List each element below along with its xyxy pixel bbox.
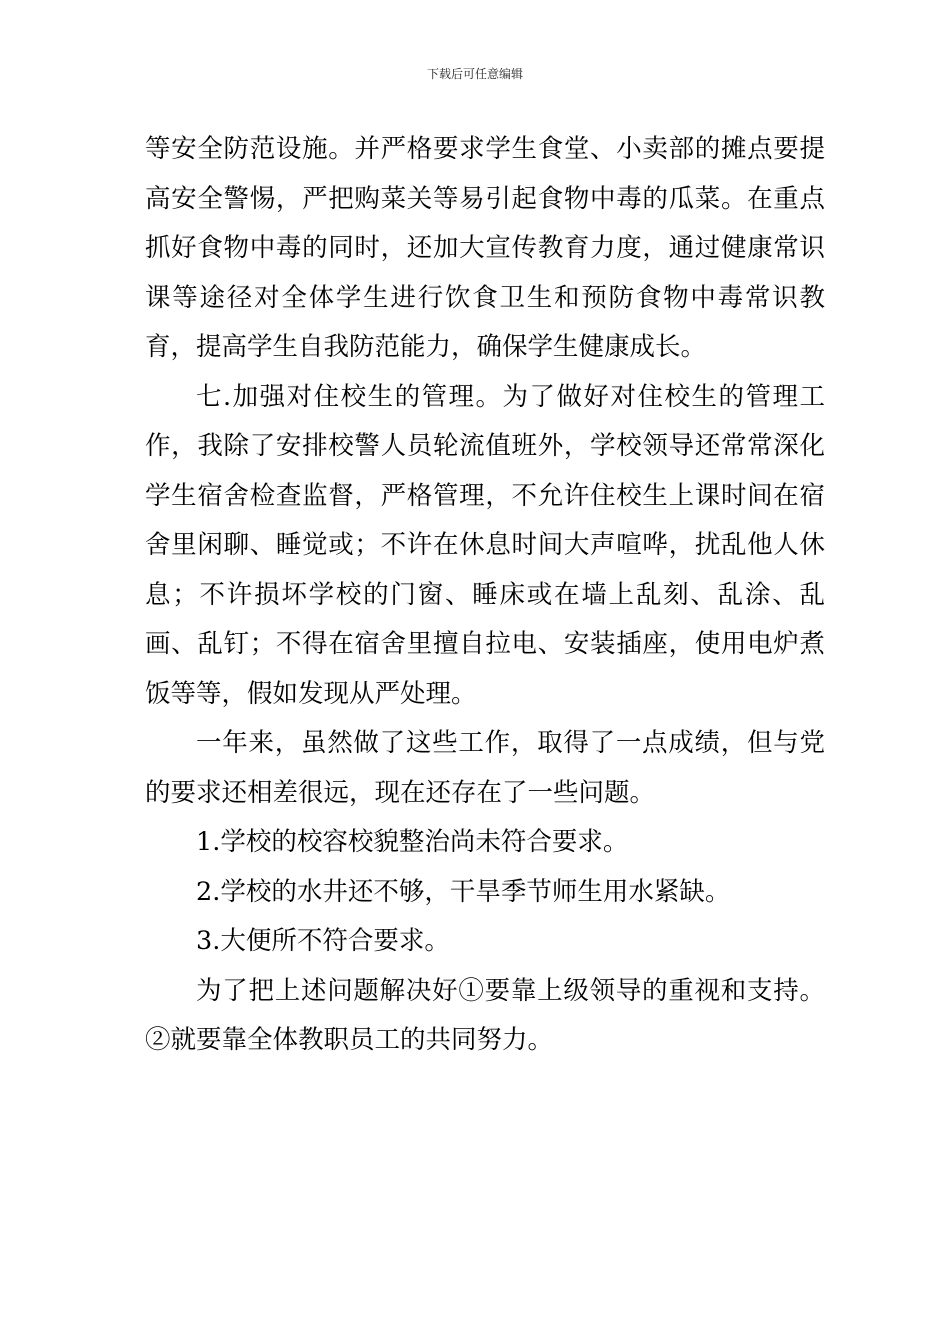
list-item-problem-1: 1.学校的校容校貌整治尚未符合要求。: [196, 827, 629, 857]
document-body: [145, 125, 825, 1066]
paragraph-boarding-management: 七.加强对住校生的管理。为了做好对住校生的管理工作，我除了安排校警人员轮流值班外，学校领导还常常深化学生宿舍检查监督，严格管理，不允许住校生上课时间在宿舍里闲聊、睡觉或；不许在休息时间大声喧哗，扰乱他人休息；不许损坏学校的门窗、睡床或在墙上乱刻、乱涂、乱画、乱钉；不得在宿舍里擅自拉电、安装插座，使用电炉煮饭等等，假如发现从严处理。: [145, 381, 825, 709]
paragraph-food-safety: 等安全防范设施。并严格要求学生食堂、小卖部的摊点要提高安全警惕，严把购菜关等易引起食物中毒的瓜菜。在重点抓好食物中毒的同时，还加大宣传教育力度，通过健康常识课等途径对全体学生进行饮食卫生和预防食物中毒常识教育，提高学生自我防范能力，确保学生健康成长。: [145, 134, 825, 362]
list-item-problem-2: 2.学校的水井还不够，干旱季节师生用水紧缺。: [196, 876, 731, 907]
paragraph-year-summary: 一年来，虽然做了这些工作，取得了一点成绩，但与党的要求还相差很远，现在还存在了一些问题。: [145, 728, 825, 808]
paragraph-solution: 为了把上述问题解决好①要靠上级领导的重视和支持。②就要靠全体教职员工的共同努力。: [145, 975, 825, 1055]
list-item-problem-3: 3.大便所不符合要求。: [196, 926, 450, 956]
page-header: 下载后可任意编辑: [426, 67, 523, 81]
